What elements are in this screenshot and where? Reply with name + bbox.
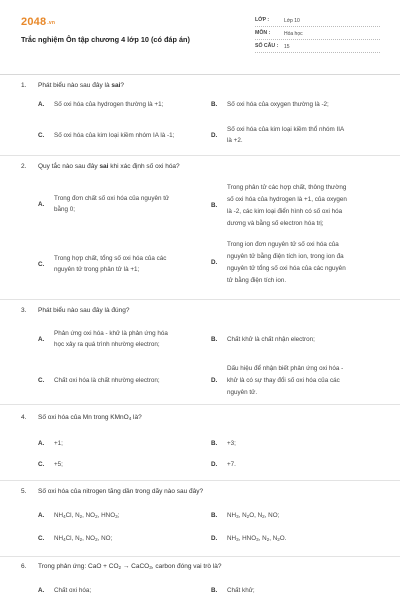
meta-label: SỐ CÂU : [255, 43, 279, 49]
question-text: Phát biểu nào sau đây là sai? [38, 82, 125, 89]
document-header [0, 0, 400, 74]
question-divider [0, 404, 400, 405]
question-text: Quy tắc nào sau đây sai khi xác định số oxi hóa? [38, 163, 180, 170]
meta-label: MÔN : [255, 30, 271, 36]
question-text: Số oxi hóa của Mn trong KMnO$_4$ là? [38, 414, 142, 421]
question-number: 5. [21, 488, 27, 495]
question-divider [0, 155, 400, 156]
meta-row-subject [255, 27, 380, 40]
meta-value: Lớp 10 [284, 17, 300, 24]
question-divider [0, 299, 400, 300]
logo-suffix: .vn [47, 20, 56, 26]
logo-text: 2048 [21, 16, 47, 28]
question-divider [0, 556, 400, 557]
meta-row-class [255, 14, 380, 27]
meta-value: 15 [284, 43, 290, 50]
question-number: 1. [21, 82, 27, 89]
meta-row-count [255, 40, 380, 53]
question-number: 2. [21, 163, 27, 170]
question-number: 6. [21, 563, 27, 570]
site-logo[interactable] [21, 16, 55, 28]
meta-label: LỚP : [255, 17, 270, 23]
meta-value: Hóa học [284, 30, 303, 37]
question-number: 4. [21, 414, 27, 421]
question-divider [0, 480, 400, 481]
header-divider [0, 74, 400, 75]
question-text: Trong phản ứng: CaO + $CO_2$ → CaCO$_3$, carbon đóng vai trò là? [38, 563, 222, 570]
page-title: Trắc nghiệm Ôn tập chương 4 lớp 10 (có đáp án) [21, 35, 190, 44]
question-text: Số oxi hóa của nitrogen tăng dần trong dãy nào sau đây? [38, 488, 204, 495]
meta-table [255, 14, 380, 53]
question-text: Phát biểu nào sau đây là đúng? [38, 307, 130, 314]
question-number: 3. [21, 307, 27, 314]
